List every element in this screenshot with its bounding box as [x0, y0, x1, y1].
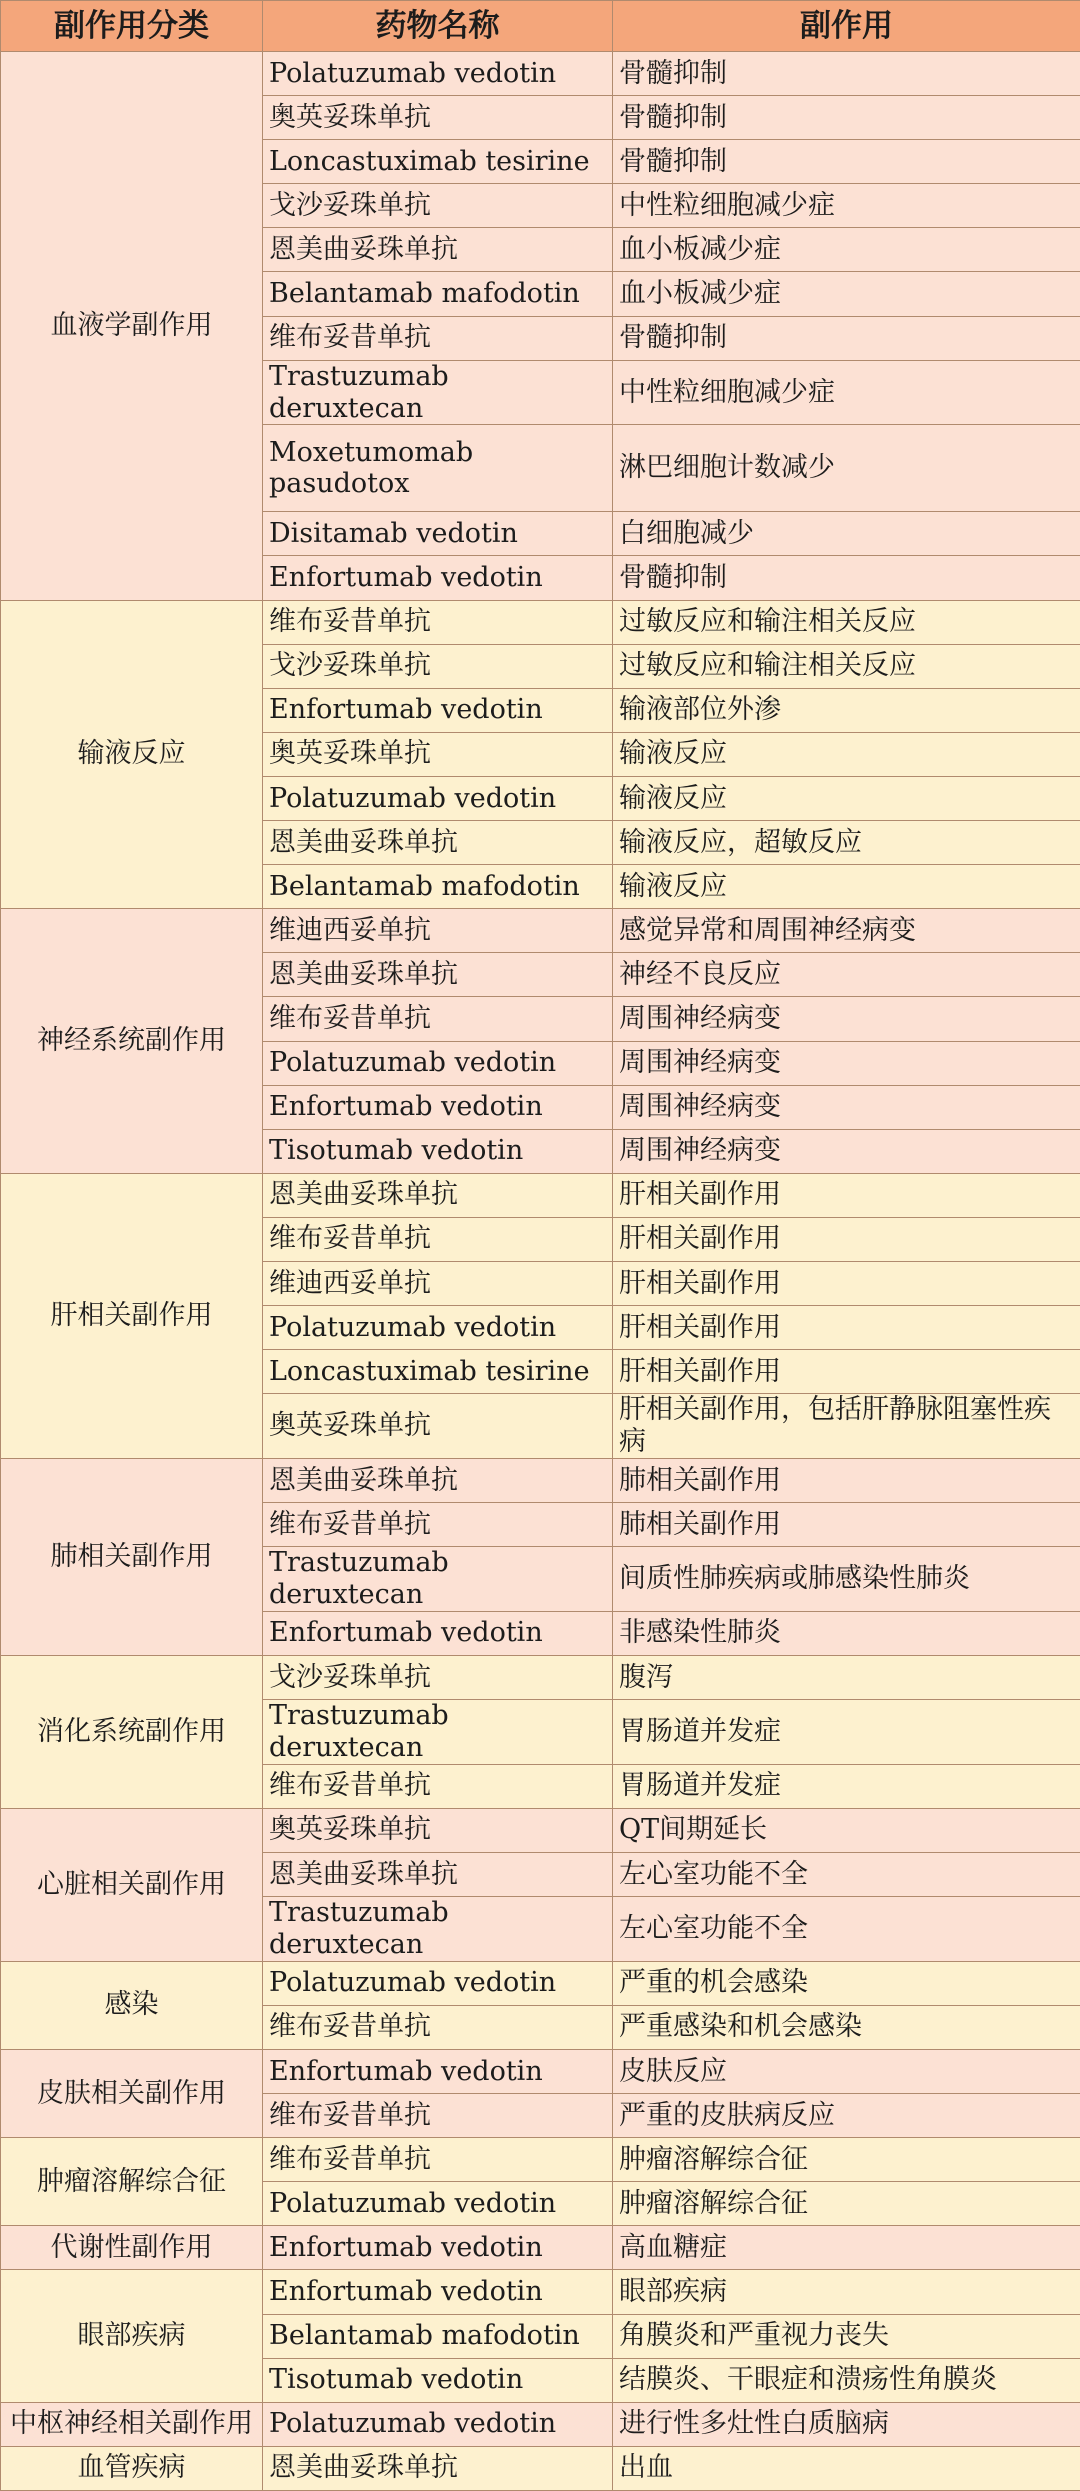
- table-row: [1, 1655, 1080, 1699]
- drug-name-cell: 维布妥昔单抗: [263, 1217, 613, 1261]
- side-effect-cell: 骨髓抑制: [613, 96, 1080, 140]
- side-effect-cell: 淋巴细胞计数减少: [613, 425, 1080, 512]
- side-effect-cell: 骨髓抑制: [613, 556, 1080, 600]
- side-effect-cell: 肝相关副作用: [613, 1306, 1080, 1350]
- category-cell: 消化系统副作用: [1, 1655, 263, 1808]
- side-effect-cell: 骨髓抑制: [613, 316, 1080, 360]
- side-effect-cell: 周围神经病变: [613, 997, 1080, 1041]
- drug-name-cell: Tisotumab vedotin: [263, 1129, 613, 1173]
- side-effect-cell: 神经不良反应: [613, 953, 1080, 997]
- drug-name-cell: 恩美曲妥珠单抗: [263, 1458, 613, 1502]
- side-effect-cell: 中性粒细胞减少症: [613, 184, 1080, 228]
- drug-name-cell: Belantamab mafodotin: [263, 2314, 613, 2358]
- drug-name-cell: 维布妥昔单抗: [263, 1764, 613, 1808]
- drug-name-cell: 奥英妥珠单抗: [263, 96, 613, 140]
- side-effect-cell: 肝相关副作用，包括肝静脉阻塞性疾病: [613, 1394, 1080, 1459]
- table-row: [1, 1808, 1080, 1852]
- drug-name-cell: Enfortumab vedotin: [263, 2270, 613, 2314]
- category-cell: 输液反应: [1, 600, 263, 909]
- table-row: [1, 600, 1080, 644]
- drug-name-cell: 维布妥昔单抗: [263, 2094, 613, 2138]
- table-row: [1, 2446, 1080, 2490]
- table-row: [1, 909, 1080, 953]
- side-effect-cell: 过敏反应和输注相关反应: [613, 644, 1080, 688]
- side-effect-cell: 进行性多灶性白质脑病: [613, 2402, 1080, 2446]
- drug-name-cell: 奥英妥珠单抗: [263, 732, 613, 776]
- drug-name-cell: 维布妥昔单抗: [263, 2138, 613, 2182]
- side-effect-cell: 非感染性肺炎: [613, 1611, 1080, 1655]
- drug-name-cell: 维布妥昔单抗: [263, 1503, 613, 1547]
- side-effect-cell: 胃肠道并发症: [613, 1764, 1080, 1808]
- side-effect-cell: 输液部位外渗: [613, 688, 1080, 732]
- drug-name-cell: Enfortumab vedotin: [263, 1611, 613, 1655]
- drug-name-cell: 维布妥昔单抗: [263, 2005, 613, 2049]
- drug-name-cell: 戈沙妥珠单抗: [263, 1655, 613, 1699]
- drug-name-cell: 戈沙妥珠单抗: [263, 644, 613, 688]
- table-row: [1, 2226, 1080, 2270]
- category-cell: 眼部疾病: [1, 2270, 263, 2402]
- side-effect-cell: 输液反应: [613, 776, 1080, 820]
- side-effect-cell: 肿瘤溶解综合征: [613, 2138, 1080, 2182]
- side-effect-cell: 感觉异常和周围神经病变: [613, 909, 1080, 953]
- side-effect-cell: 肿瘤溶解综合征: [613, 2182, 1080, 2226]
- table-row: [1, 2402, 1080, 2446]
- table-row: [1, 1961, 1080, 2005]
- drug-name-cell: 维布妥昔单抗: [263, 997, 613, 1041]
- header-effect: 副作用: [613, 1, 1080, 52]
- table-row: [1, 1458, 1080, 1502]
- drug-name-cell: Enfortumab vedotin: [263, 556, 613, 600]
- category-cell: 皮肤相关副作用: [1, 2049, 263, 2137]
- drug-name-cell: 恩美曲妥珠单抗: [263, 2446, 613, 2490]
- category-cell: 中枢神经相关副作用: [1, 2402, 263, 2446]
- drug-name-cell: 奥英妥珠单抗: [263, 1808, 613, 1852]
- drug-name-cell: Enfortumab vedotin: [263, 2226, 613, 2270]
- side-effect-cell: 角膜炎和严重视力丧失: [613, 2314, 1080, 2358]
- drug-name-cell: Loncastuximab tesirine: [263, 1350, 613, 1394]
- side-effect-cell: 血小板减少症: [613, 228, 1080, 272]
- table-row: [1, 2138, 1080, 2182]
- side-effect-cell: 皮肤反应: [613, 2049, 1080, 2093]
- drug-name-cell: Disitamab vedotin: [263, 512, 613, 556]
- side-effect-cell: 左心室功能不全: [613, 1852, 1080, 1896]
- table-row: [1, 2270, 1080, 2314]
- side-effect-cell: 肝相关副作用: [613, 1217, 1080, 1261]
- drug-name-cell: Moxetumomab pasudotox: [263, 425, 613, 512]
- category-cell: 神经系统副作用: [1, 909, 263, 1174]
- drug-name-cell: Enfortumab vedotin: [263, 2049, 613, 2093]
- side-effect-cell: 出血: [613, 2446, 1080, 2490]
- drug-name-cell: Belantamab mafodotin: [263, 272, 613, 316]
- side-effect-cell: 骨髓抑制: [613, 140, 1080, 184]
- side-effect-cell: 高血糖症: [613, 2226, 1080, 2270]
- drug-name-cell: 恩美曲妥珠单抗: [263, 1173, 613, 1217]
- drug-name-cell: Polatuzumab vedotin: [263, 2182, 613, 2226]
- side-effect-cell: 周围神经病变: [613, 1085, 1080, 1129]
- category-cell: 感染: [1, 1961, 263, 2049]
- drug-name-cell: Polatuzumab vedotin: [263, 1306, 613, 1350]
- side-effect-cell: 严重感染和机会感染: [613, 2005, 1080, 2049]
- side-effect-cell: 左心室功能不全: [613, 1897, 1080, 1962]
- category-cell: 肺相关副作用: [1, 1458, 263, 1655]
- category-cell: 代谢性副作用: [1, 2226, 263, 2270]
- side-effect-cell: 输液反应: [613, 732, 1080, 776]
- drug-name-cell: Trastuzumab deruxtecan: [263, 1897, 613, 1962]
- side-effect-cell: 白细胞减少: [613, 512, 1080, 556]
- drug-name-cell: 戈沙妥珠单抗: [263, 184, 613, 228]
- side-effect-cell: 严重的机会感染: [613, 1961, 1080, 2005]
- drug-name-cell: Polatuzumab vedotin: [263, 1961, 613, 2005]
- drug-name-cell: Polatuzumab vedotin: [263, 1041, 613, 1085]
- side-effect-cell: 过敏反应和输注相关反应: [613, 600, 1080, 644]
- header-row: [1, 1, 1080, 52]
- side-effect-cell: 肝相关副作用: [613, 1173, 1080, 1217]
- side-effect-cell: 间质性肺疾病或肺感染性肺炎: [613, 1547, 1080, 1612]
- header-category: 副作用分类: [1, 1, 263, 52]
- drug-name-cell: Enfortumab vedotin: [263, 1085, 613, 1129]
- side-effect-cell: 胃肠道并发症: [613, 1700, 1080, 1765]
- side-effect-cell: 严重的皮肤病反应: [613, 2094, 1080, 2138]
- table-body: [1, 52, 1080, 2491]
- category-cell: 肿瘤溶解综合征: [1, 2138, 263, 2226]
- side-effect-cell: 肝相关副作用: [613, 1350, 1080, 1394]
- side-effect-cell: 周围神经病变: [613, 1041, 1080, 1085]
- side-effect-cell: 结膜炎、干眼症和溃疡性角膜炎: [613, 2358, 1080, 2402]
- drug-name-cell: 维迪西妥单抗: [263, 1261, 613, 1305]
- drug-name-cell: Polatuzumab vedotin: [263, 52, 613, 96]
- drug-name-cell: Trastuzumab deruxtecan: [263, 1547, 613, 1612]
- side-effect-cell: 血小板减少症: [613, 272, 1080, 316]
- table-row: [1, 2049, 1080, 2093]
- drug-name-cell: 维迪西妥单抗: [263, 909, 613, 953]
- drug-name-cell: Tisotumab vedotin: [263, 2358, 613, 2402]
- side-effect-cell: 骨髓抑制: [613, 52, 1080, 96]
- drug-name-cell: Trastuzumab deruxtecan: [263, 360, 613, 425]
- drug-name-cell: 恩美曲妥珠单抗: [263, 821, 613, 865]
- drug-name-cell: Polatuzumab vedotin: [263, 776, 613, 820]
- table-row: [1, 52, 1080, 96]
- category-cell: 血管疾病: [1, 2446, 263, 2490]
- side-effect-cell: 输液反应，超敏反应: [613, 821, 1080, 865]
- drug-name-cell: Polatuzumab vedotin: [263, 2402, 613, 2446]
- drug-name-cell: 维布妥昔单抗: [263, 316, 613, 360]
- side-effect-cell: 周围神经病变: [613, 1129, 1080, 1173]
- drug-name-cell: 恩美曲妥珠单抗: [263, 228, 613, 272]
- side-effect-cell: 肺相关副作用: [613, 1458, 1080, 1502]
- category-cell: 心脏相关副作用: [1, 1808, 263, 1961]
- side-effect-cell: 腹泻: [613, 1655, 1080, 1699]
- drug-name-cell: 奥英妥珠单抗: [263, 1394, 613, 1459]
- drug-name-cell: Enfortumab vedotin: [263, 688, 613, 732]
- side-effect-cell: 肝相关副作用: [613, 1261, 1080, 1305]
- category-cell: 肝相关副作用: [1, 1173, 263, 1458]
- side-effect-cell: 眼部疾病: [613, 2270, 1080, 2314]
- side-effect-cell: 中性粒细胞减少症: [613, 360, 1080, 425]
- drug-name-cell: Loncastuximab tesirine: [263, 140, 613, 184]
- drug-name-cell: 恩美曲妥珠单抗: [263, 1852, 613, 1896]
- category-cell: 血液学副作用: [1, 52, 263, 601]
- side-effect-cell: QT间期延长: [613, 1808, 1080, 1852]
- side-effect-cell: 输液反应: [613, 865, 1080, 909]
- side-effect-cell: 肺相关副作用: [613, 1503, 1080, 1547]
- drug-name-cell: Belantamab mafodotin: [263, 865, 613, 909]
- drug-name-cell: 恩美曲妥珠单抗: [263, 953, 613, 997]
- header-drug: 药物名称: [263, 1, 613, 52]
- drug-name-cell: 维布妥昔单抗: [263, 600, 613, 644]
- drug-name-cell: Trastuzumab deruxtecan: [263, 1700, 613, 1765]
- table-row: [1, 1173, 1080, 1217]
